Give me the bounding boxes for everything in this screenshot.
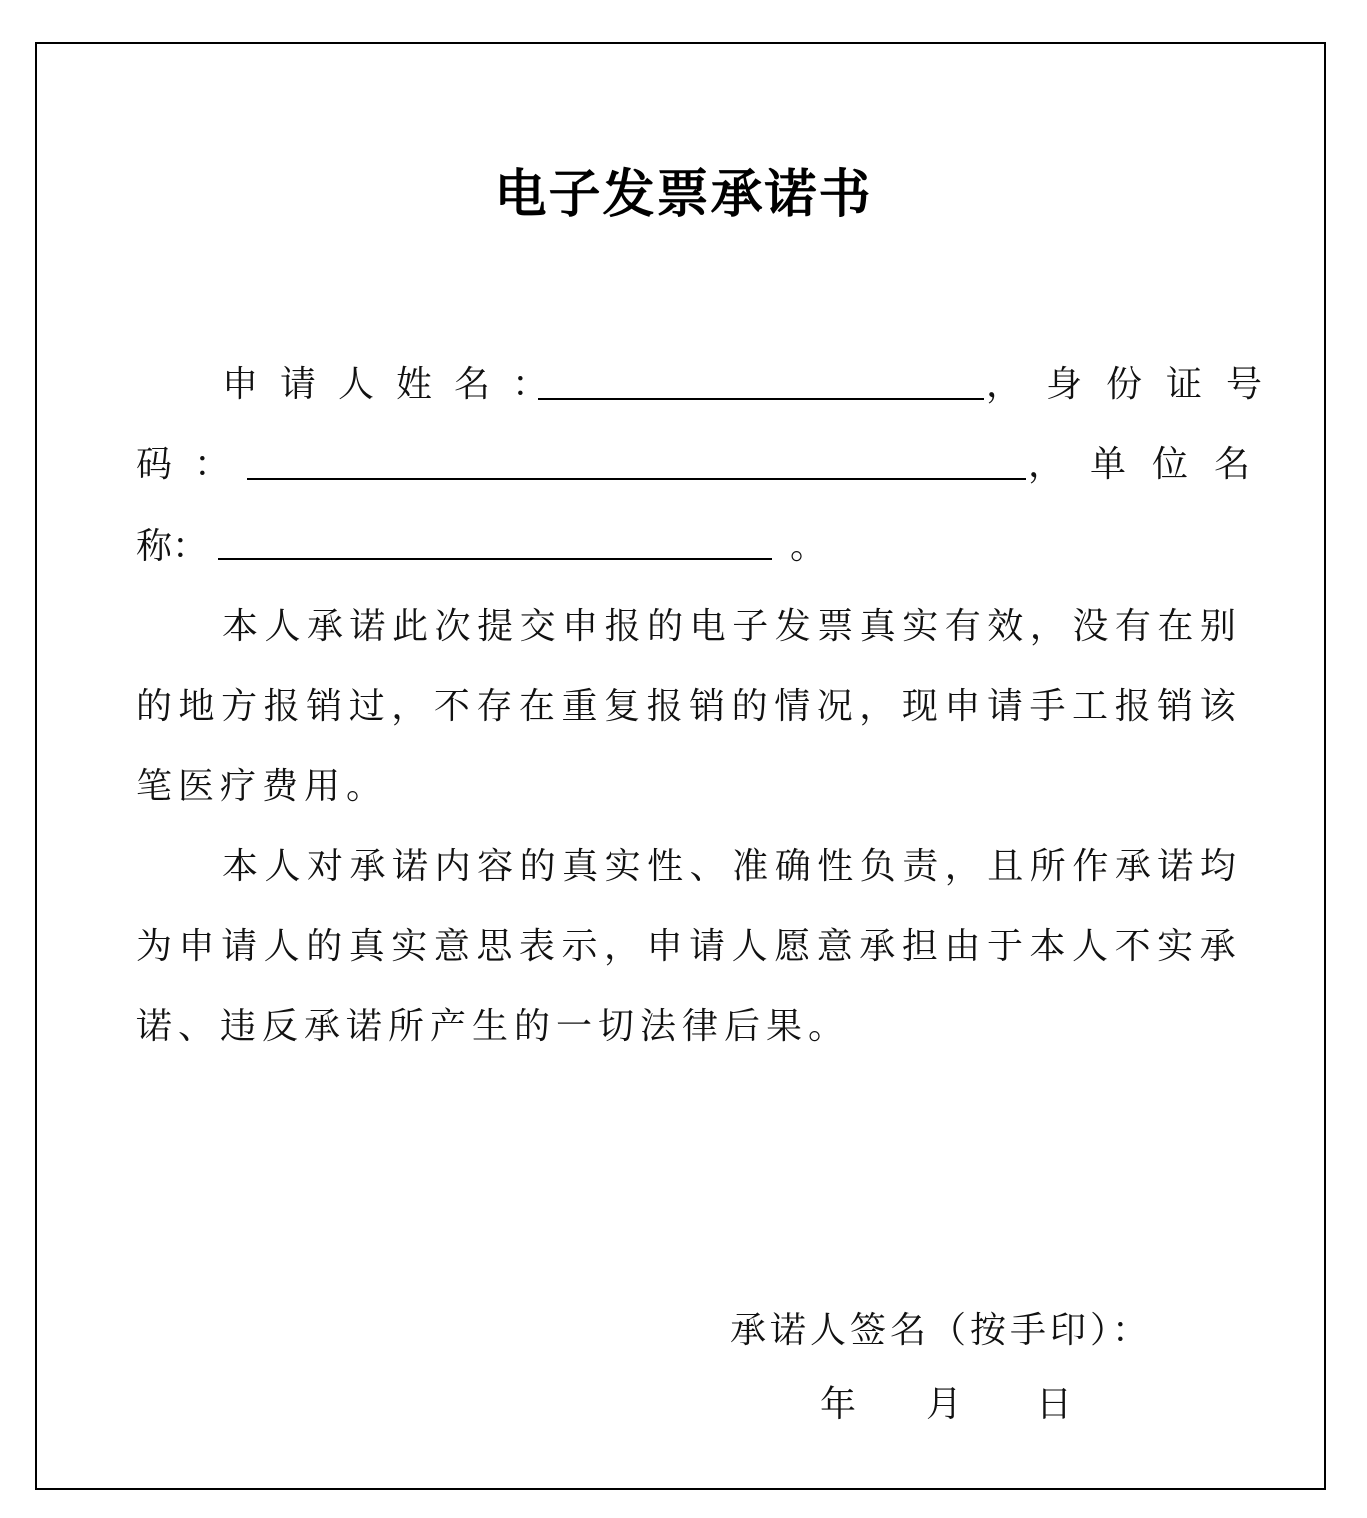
applicant-name-blank[interactable] <box>538 398 984 400</box>
unit-name-blank[interactable] <box>218 558 772 560</box>
paragraph1-line3: 笔医疗费用。 <box>136 766 389 807</box>
paragraph2-line3: 诺、违反承诺所产生的一切法律后果。 <box>136 1006 851 1047</box>
id-number-label-part1: ，身份证号 <box>986 364 1287 405</box>
date-day: 日 <box>1036 1384 1073 1425</box>
unit-name-label-part1: ，单位名 <box>1028 444 1277 485</box>
date-year: 年 <box>820 1384 857 1425</box>
paragraph2-line2: 为 申 请 人 的 真 实 意 思 表 示 ， 申 请 人 愿 意 承 担 由 于 本 人 不 实 承 <box>136 926 1236 967</box>
paragraph1-line1: 本 人 承 诺 此 次 提 交 申 报 的 电 子 发 票 真 实 有 效 ， 没 有 在 别 <box>222 606 1236 647</box>
signature-label: 承诺人签名（按手印）： <box>730 1310 1153 1351</box>
id-number-blank[interactable] <box>247 478 1026 480</box>
id-number-label-part2: 码： <box>136 444 253 485</box>
document-title: 电子发票承诺书 <box>494 164 873 225</box>
paragraph2-line1: 本 人 对 承 诺 内 容 的 真 实 性 、 准 确 性 负 责 ， 且 所 作 承 诺 均 <box>222 846 1236 887</box>
applicant-name-label: 申请人姓名： <box>222 364 571 405</box>
date-month: 月 <box>926 1384 963 1425</box>
unit-name-label-part2: 称： <box>136 526 209 567</box>
paragraph1-line2: 的 地 方 报 销 过 ， 不 存 在 重 复 报 销 的 情 况 ， 现 申 请 手 工 报 销 该 <box>136 686 1236 727</box>
form-period: 。 <box>790 526 827 567</box>
